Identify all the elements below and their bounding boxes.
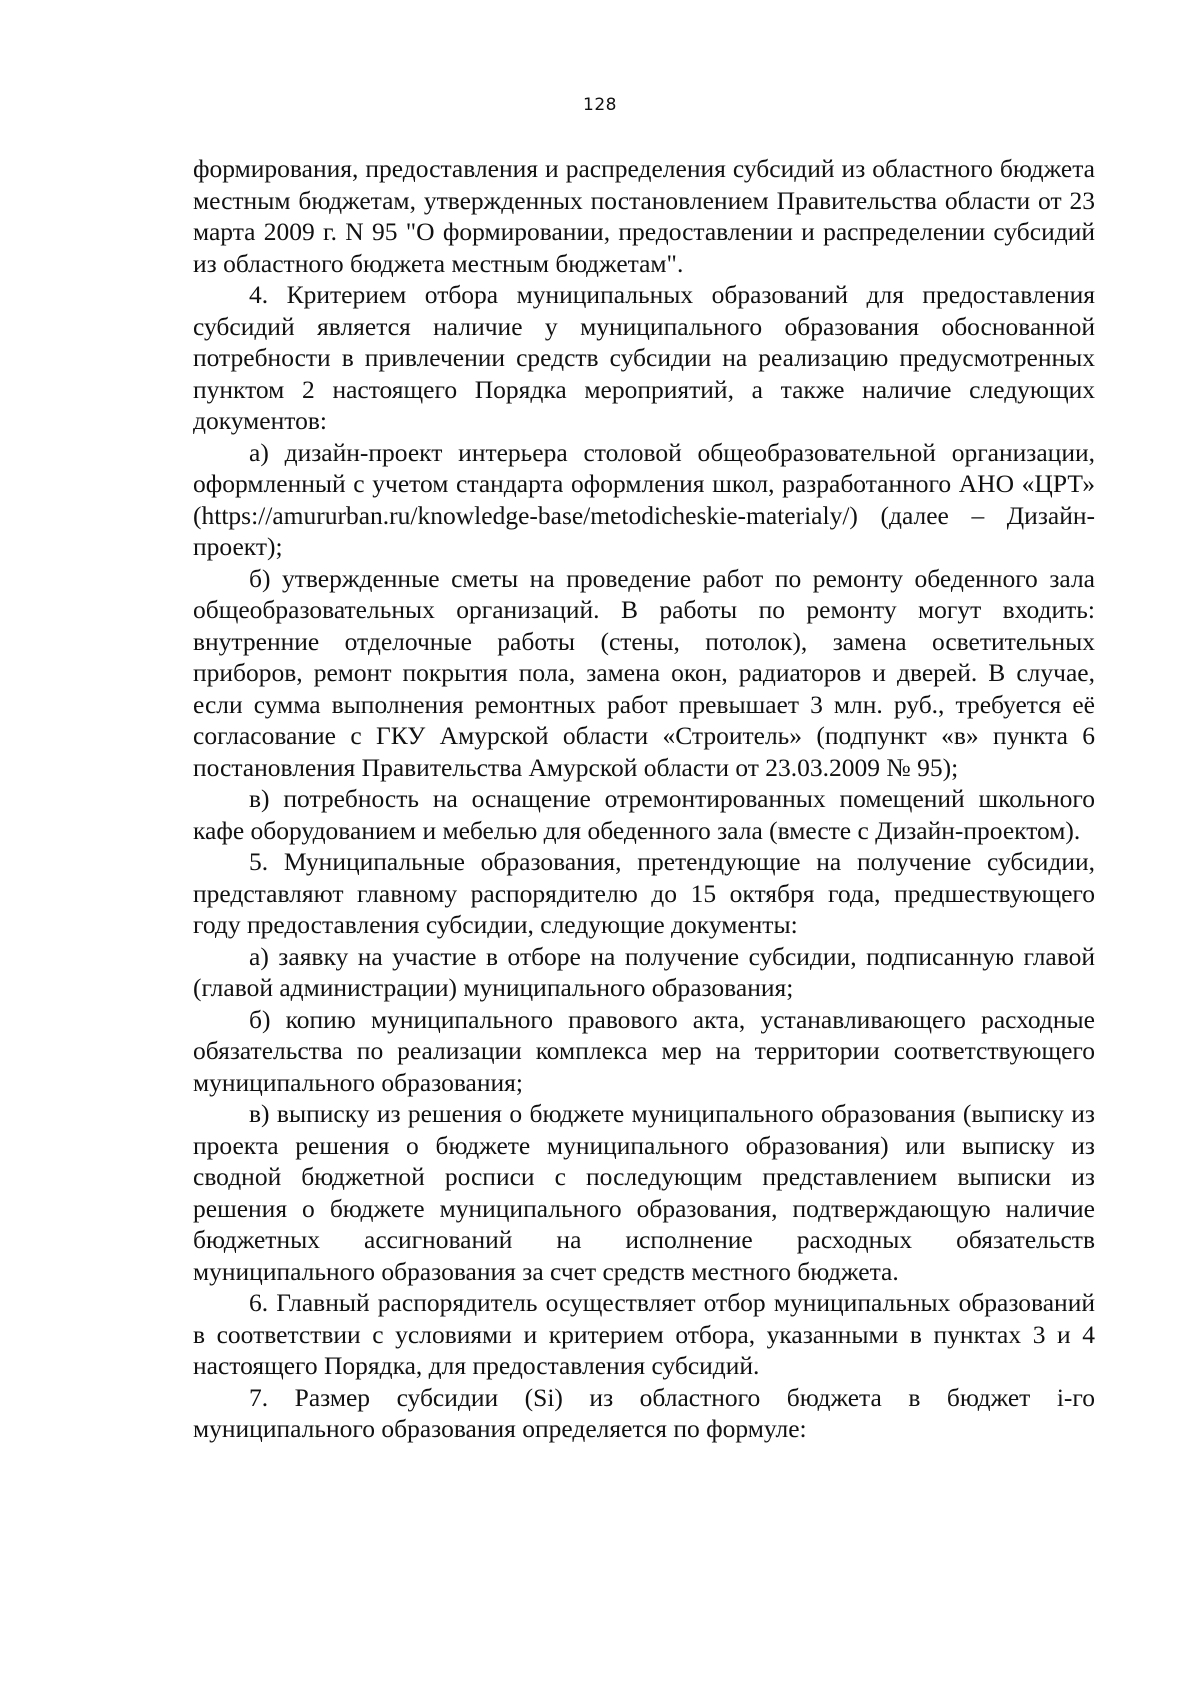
paragraph-item-7: 7. Размер субсидии (Si) из областного бюджета в бюджет i-го муниципального образования определяется по формуле: — [193, 1382, 1095, 1443]
paragraph-continuation: формирования, предоставления и распределения субсидий из областного бюджета местным бюджетам, утвержденных постановлением Правительства области от 23 марта 2009 г. N 95 "О формировании, предоставлении и распределении субсидий из областного бюджета местным бюджетам". — [193, 154, 1095, 278]
paragraph-item-4a: а) дизайн-проект интерьера столовой общеобразовательной организации, оформленный с учетом стандарта оформления школ, разработанного АНО «ЦРТ» (https://amururban.ru/knowledge-base/metodicheskie-materialy/) (далее – Дизайн-проект); — [193, 437, 1095, 561]
paragraph-item-4v: в) потребность на оснащение отремонтированных помещений школьного кафе оборудованием и мебелью для обеденного зала (вместе с Дизайн-проектом). — [193, 784, 1095, 845]
page-number: 128 — [583, 95, 617, 115]
paragraph-item-5a: а) заявку на участие в отборе на получение субсидии, подписанную главой (главой администрации) муниципального образования; — [193, 941, 1095, 1002]
document-body — [193, 153, 1095, 1445]
paragraph-item-6: 6. Главный распорядитель осуществляет отбор муниципальных образований в соответствии с условиями и критерием отбора, указанными в пунктах 3 и 4 настоящего Порядка, для предоставления субсидий. — [193, 1288, 1095, 1380]
paragraph-item-5b: б) копию муниципального правового акта, устанавливающего расходные обязательства по реализации комплекса мер на территории соответствующего муниципального образования; — [193, 1004, 1095, 1097]
paragraph-item-5: 5. Муниципальные образования, претендующие на получение субсидии, представляют главному распорядителю до 15 октября года, предшествующего году предоставления субсидии, следующие документы: — [193, 847, 1095, 939]
paragraph-item-4b: б) утвержденные сметы на проведение работ по ремонту обеденного зала общеобразовательных организаций. В работы по ремонту могут входить: внутренние отделочные работы (стены, потолок), замена осветительных приборов, ремонт покрытия пола, замена окон, радиаторов и дверей. В случае, если сумма выполнения ремонтных работ превышает 3 млн. руб., требуется её согласование с ГКУ Амурской области «Строитель» (подпункт «в» пункта 6 постановления Правительства Амурской области от 23.03.2009 № 95); — [193, 563, 1095, 782]
paragraph-item-4: 4. Критерием отбора муниципальных образований для предоставления субсидий является наличие у муниципального образования обоснованной потребности в привлечении средств субсидии на реализацию предусмотренных пунктом 2 настоящего Порядка мероприятий, а также наличие следующих документов: — [193, 280, 1095, 435]
paragraph-item-5v: в) выписку из решения о бюджете муниципального образования (выписку из проекта решения о бюджете муниципального образования) или выписку из сводной бюджетной росписи с последующим представлением выписки из решения о бюджете муниципального образования, подтверждающую наличие бюджетных ассигнований на исполнение расходных обязательств муниципального образования за счет средств местного бюджета. — [193, 1099, 1095, 1286]
